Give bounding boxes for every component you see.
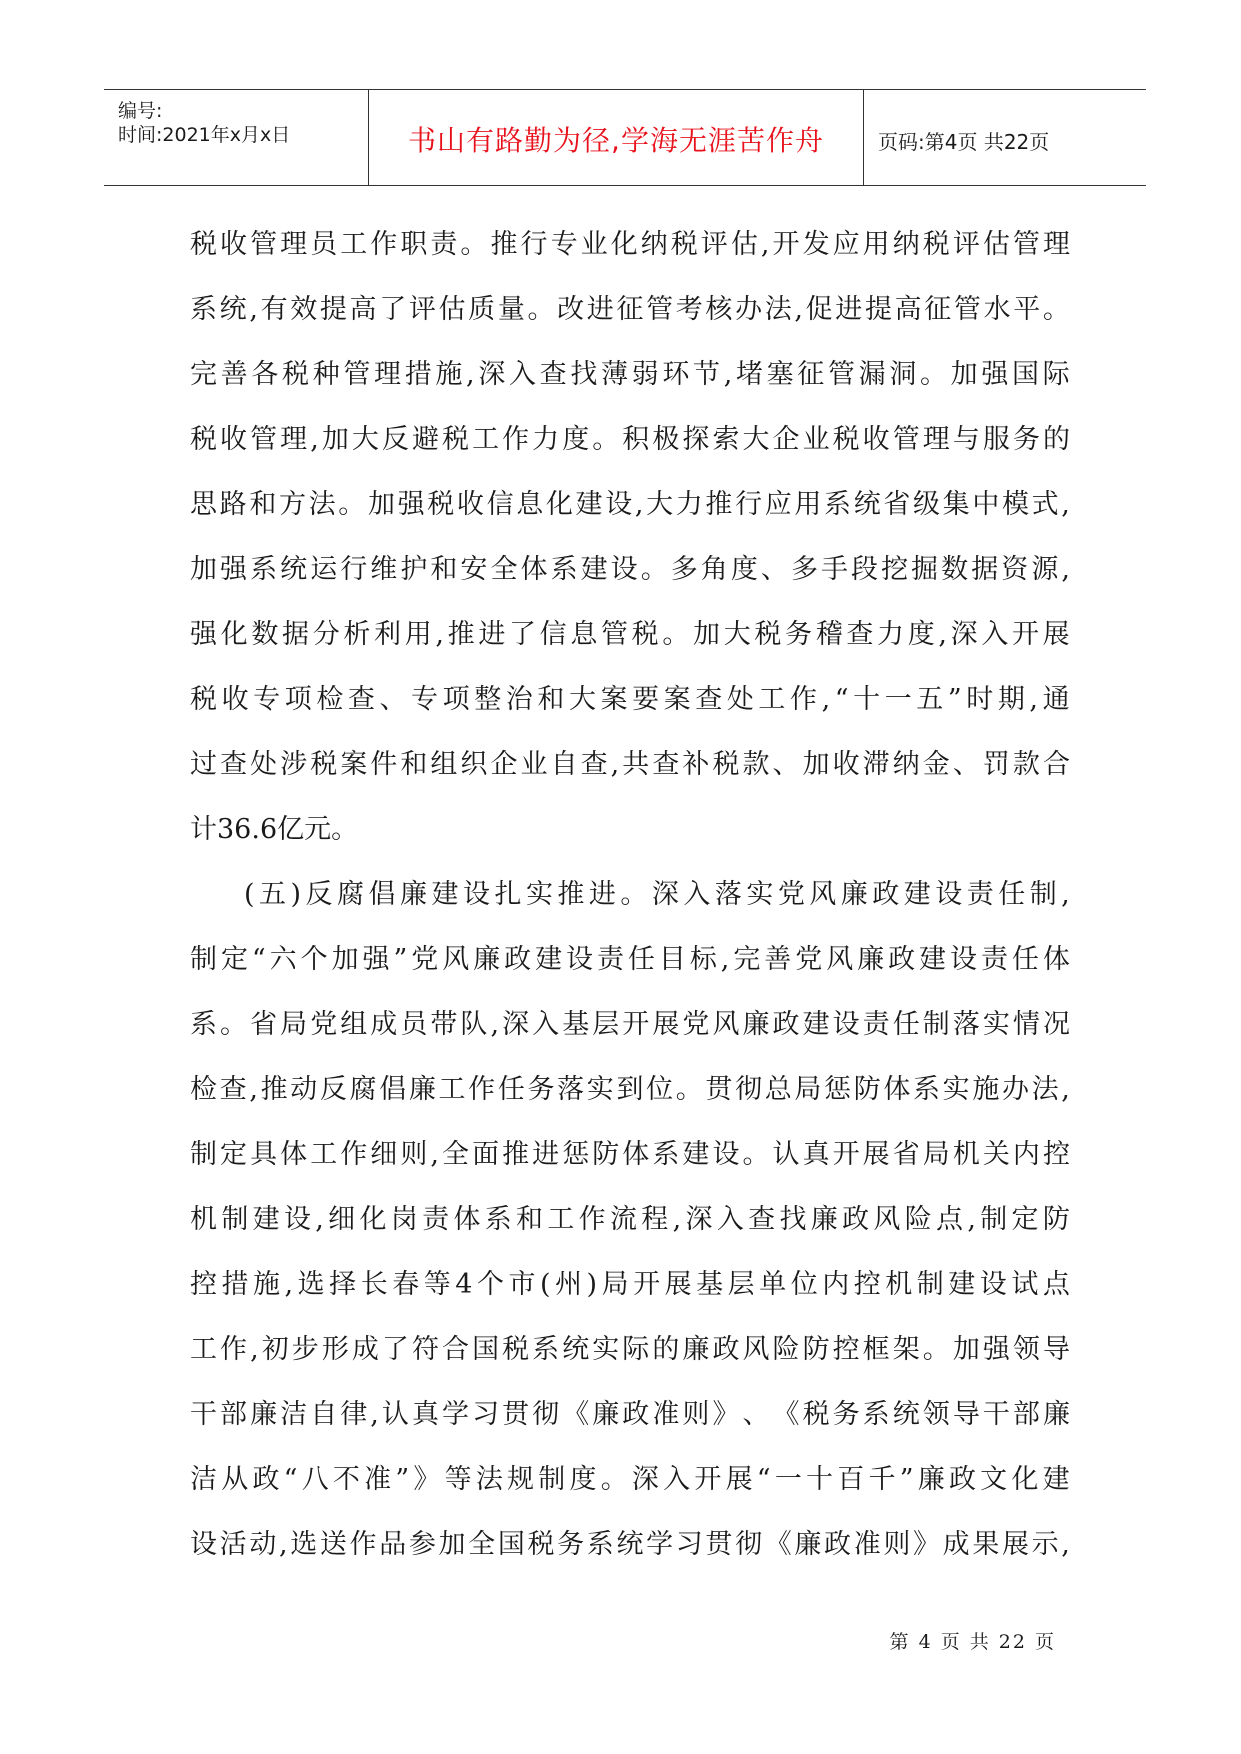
text-line: 强 化 数 据 分 析 利 用 , 推 进 了 信 息 管 税 。 加 大 税 务 稽 查 力 度 , 深 入 开 展 — [190, 619, 1070, 650]
page-footer: 第 4 页 共 22 页 — [889, 1631, 1056, 1653]
text-line: 过 查 处 涉 税 案 件 和 组 织 企 业 自 查 , 共 查 补 税 款 、 加 收 滞 纳 金 、 罚 款 合 — [190, 749, 1070, 780]
header-middle-cell — [369, 90, 864, 185]
text-line: 系 。 省 局 党 组 成 员 带 队 , 深 入 基 层 开 展 党 风 廉 政 建 设 责 任 制 落 实 情 况 — [190, 1009, 1070, 1040]
document-time-label: 时间:2021年x月x日 — [118, 124, 291, 146]
header-motto: 书山有路勤为径,学海无涯苦作舟 — [408, 124, 824, 157]
document-header — [104, 89, 1146, 186]
text-line: ( 五 ) 反 腐 倡 廉 建 设 扎 实 推 进 。 深 入 落 实 党 风 廉 政 建 设 责 任 制 , — [244, 879, 1070, 910]
text-line: 税 收 管 理 员 工 作 职 责 。 推 行 专 业 化 纳 税 评 估 , 开 发 应 用 纳 税 评 估 管 理 — [190, 229, 1070, 260]
text-line: 设 活 动 , 选 送 作 品 参 加 全 国 税 务 系 统 学 习 贯 彻 《 廉 政 准 则 》 成 果 展 示 , — [190, 1529, 1070, 1560]
header-left-cell — [104, 90, 369, 185]
text-line: 检 查 , 推 动 反 腐 倡 廉 工 作 任 务 落 实 到 位 。 贯 彻 总 局 惩 防 体 系 实 施 办 法 , — [190, 1074, 1070, 1105]
text-line: 税 收 管 理 , 加 大 反 避 税 工 作 力 度 。 积 极 探 索 大 企 业 税 收 管 理 与 服 务 的 — [190, 424, 1070, 455]
text-line: 税 收 专 项 检 查 、 专 项 整 治 和 大 案 要 案 查 处 工 作 , “ 十 一 五 ” 时 期 , 通 — [190, 684, 1070, 715]
text-line: 完 善 各 税 种 管 理 措 施 , 深 入 查 找 薄 弱 环 节 , 堵 塞 征 管 漏 洞 。 加 强 国 际 — [190, 359, 1070, 390]
document-number-label: 编号: — [118, 100, 163, 122]
text-line: 思 路 和 方 法 。 加 强 税 收 信 息 化 建 设 , 大 力 推 行 应 用 系 统 省 级 集 中 模 式 , — [190, 489, 1070, 520]
text-line: 机 制 建 设 , 细 化 岗 责 体 系 和 工 作 流 程 , 深 入 查 找 廉 政 风 险 点 , 制 定 防 — [190, 1204, 1070, 1235]
text-line: 洁 从 政 “ 八 不 准 ” 》 等 法 规 制 度 。 深 入 开 展 “ 一 十 百 千 ” 廉 政 文 化 建 — [190, 1464, 1070, 1495]
text-line: 计36.6亿元。 — [190, 814, 359, 845]
text-line: 制 定 “ 六 个 加 强 ” 党 风 廉 政 建 设 责 任 目 标 , 完 善 党 风 廉 政 建 设 责 任 体 — [190, 944, 1070, 975]
text-line: 系 统 , 有 效 提 高 了 评 估 质 量 。 改 进 征 管 考 核 办 法 , 促 进 提 高 征 管 水 平 。 — [190, 294, 1070, 325]
text-line: 制 定 具 体 工 作 细 则 , 全 面 推 进 惩 防 体 系 建 设 。 认 真 开 展 省 局 机 关 内 控 — [190, 1139, 1070, 1170]
text-line: 工 作 , 初 步 形 成 了 符 合 国 税 系 统 实 际 的 廉 政 风 险 防 控 框 架 。 加 强 领 导 — [190, 1334, 1070, 1365]
text-line: 控 措 施 , 选 择 长 春 等 4 个 市 ( 州 ) 局 开 展 基 层 单 位 内 控 机 制 建 设 试 点 — [190, 1269, 1070, 1300]
text-line: 干 部 廉 洁 自 律 , 认 真 学 习 贯 彻 《 廉 政 准 则 》 、 《 税 务 系 统 领 导 干 部 廉 — [190, 1399, 1070, 1430]
body-text — [190, 219, 1070, 1584]
header-right-cell — [864, 90, 1146, 185]
header-page-info: 页码:第4页 共22页 — [878, 130, 1050, 154]
text-line: 加 强 系 统 运 行 维 护 和 安 全 体 系 建 设 。 多 角 度 、 多 手 段 挖 掘 数 据 资 源 , — [190, 554, 1070, 585]
